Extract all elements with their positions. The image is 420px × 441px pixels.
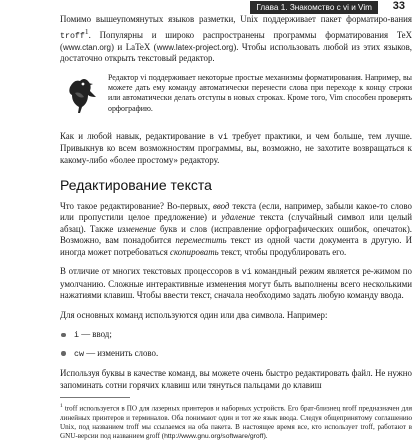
emph-delete: удаление: [221, 212, 255, 223]
bird-icon: [66, 75, 98, 115]
footnote-divider: [60, 397, 130, 398]
text: текст из одной части документа в другую. И иногда может потребоваться: [60, 235, 413, 257]
text: В отличие от многих текстовых процессоров в: [60, 266, 242, 277]
note-box: [60, 73, 412, 121]
vi-code: vi: [241, 268, 252, 278]
note-text: Редактор vi поддерживает некоторые простые механизмы форматирования. Например, вы можете дать ему команду автоматически перенести слова при переходе к концу строки или автоматически делать отступы в новых строках. Кроме того, Vim способен проверять орфографию.: [108, 72, 412, 113]
latex-link[interactable]: www.latex-project.org: [156, 42, 234, 52]
text: troff используется в ПО для лазерных принтеров и наборных устройств. Его брат-близнец nroff предназначен для линейных принтеров и терминалов. Оба понимают один и тот же язык ввода. Следуя общепринятому соглашению Unix, под названием troff мы ссылаемся на оба пакета. В настоящее время все, кто использует troff, работают в GNU-версии под названием groff (: [60, 404, 412, 441]
command-list: [60, 329, 412, 360]
text: ) и LaTeX (: [111, 41, 157, 52]
vi-code: vi: [218, 132, 229, 142]
text: текста (если, например, забыли какое-то слово или пропустили целое предложение) и: [60, 200, 412, 223]
paragraph-command-mode: [60, 266, 412, 302]
chapter-title: Глава 1. Знакомство с vi и Vim: [250, 1, 378, 14]
list-item: [60, 348, 412, 361]
footnote: [60, 402, 412, 441]
section-title: Редактирование текста: [60, 177, 212, 194]
list-item: [60, 329, 412, 342]
command-desc: — изменить слово.: [83, 347, 159, 358]
text: ). Чтобы использовать любой из этих языков, достаточно открыть текстовый редактор.: [60, 41, 412, 64]
page-number: 33: [392, 0, 405, 12]
text: букв и слов (исправление орфографических ошибок, опечаток). Возможно, вам понадобится: [60, 223, 412, 246]
text: Помимо вышеупомянутых языков разметки, Unix поддерживает пакет форматиро-вания: [60, 14, 412, 24]
command-key: i: [74, 331, 79, 341]
bullet-icon: [61, 333, 66, 338]
groff-link[interactable]: http://www.gnu.org/software/groff: [164, 433, 264, 441]
paragraph-practice: [60, 131, 412, 167]
paragraph-letters-as-commands: Используя буквы в качестве команд, вы можете очень быстро редактировать файл. Не нужно запоминать сотни горячих клавиш или тянуться пальцами до клавиш: [60, 368, 412, 390]
page-header: [0, 0, 420, 15]
text: Что такое редактирование? Во-первых,: [60, 200, 213, 211]
emph-copy: скопировать: [170, 246, 219, 257]
ctan-link[interactable]: www.ctan.org: [62, 42, 111, 52]
paragraph-basic-commands: Для основных команд используются один или два символа. Например:: [60, 309, 328, 320]
text: командный режим является ре-жимом по умолчанию. Сложные интерактивные изменения могут быть выполнены всего несколькими нажатиями клавиш. Чтобы ввести текст, сначала необходимо задать любую команду ввода.: [60, 266, 412, 301]
page-body: [60, 14, 412, 441]
text: текста (случайный символ или целый абзац). Также: [60, 212, 413, 234]
text: . Популярны и широко распространены программы форматирования TeX (: [60, 29, 412, 52]
emph-insert: ввод: [213, 200, 230, 211]
paragraph-formatting-tools: [60, 14, 412, 65]
paragraph-what-is-editing: [60, 201, 412, 259]
troff-code: troff: [60, 31, 85, 41]
footnote-mark: 1: [60, 403, 63, 410]
command-desc: — ввод;: [78, 329, 112, 340]
bullet-icon: [61, 351, 66, 356]
text: требует практики, и чем больше, тем лучше. Привыкнув ко всем возможностям программы, вы, возможно, не захотите возвращаться к какому-либо «более простому» редактору.: [60, 130, 412, 165]
text: Как и любой навык, редактирование в: [60, 130, 219, 141]
command-key: cw: [74, 349, 84, 359]
text: текст, чтобы продублировать его.: [218, 246, 347, 257]
emph-change: изменение: [117, 223, 156, 234]
footnote-ref: 1: [84, 26, 89, 36]
text: ).: [263, 432, 268, 441]
emph-move: переместить: [175, 235, 227, 246]
